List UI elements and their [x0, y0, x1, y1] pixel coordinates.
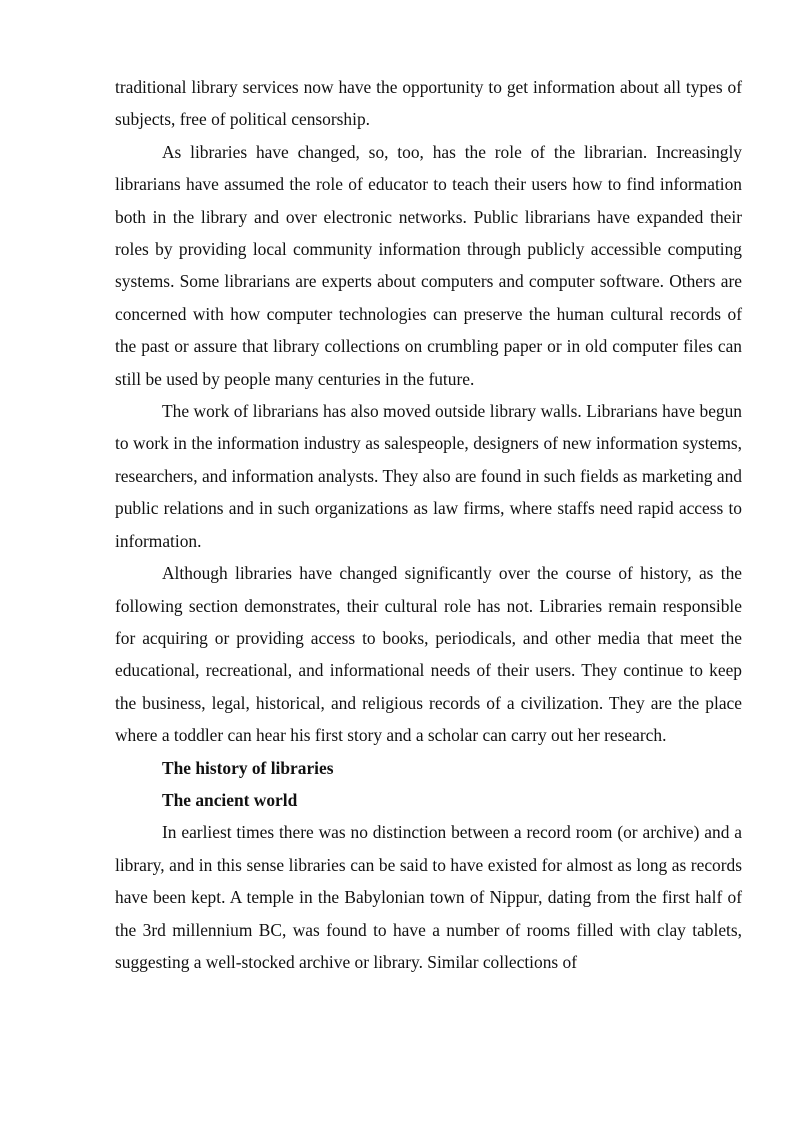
subsection-heading-ancient-world: The ancient world [162, 789, 298, 810]
paragraph-librarian-role: As libraries have changed, so, too, has the role of the librarian. Increasingly librarians have assumed the role of educator to teach their users how to find information both in the library and over electronic networks. Public librarians have expanded their roles by providing local community information through publicly accessible computing systems. Some librarians are experts about computers and computer software. Others are concerned with how computer technologies can preserve the human cultural records of the past or assure that library collections on crumbling paper or in old computer files can still be used by people many centuries in the future. [115, 141, 742, 389]
paragraph-earliest-times: In earliest times there was no distinction between a record room (or archive) and a library, and in this sense libraries can be said to have existed for almost as long as records have been kept. A temple in the Babylonian town of Nippur, dating from the first half of the 3rd millennium BC, was found to have a number of rooms filled with clay tablets, suggesting a well-stocked archive or library. Similar collections of [115, 822, 742, 972]
section-heading-history: The history of libraries [162, 757, 334, 778]
paragraph-cultural-role: Although libraries have changed significantly over the course of history, as the following section demonstrates, their cultural role has not. Libraries remain responsible for acquiring or providing access to books, periodicals, and other media that meet the educational, recreational, and informational needs of their users. They continue to keep the business, legal, historical, and religious records of a civilization. They are the place where a toddler can hear his first story and a scholar can carry out her research. [115, 563, 742, 746]
paragraph-outside-walls: The work of librarians has also moved outside library walls. Librarians have begun to work in the information industry as salespeople, designers of new information systems, researchers, and information analysts. They also are found in such fields as marketing and public relations and in such organizations as law firms, where staffs need rapid access to information. [115, 401, 742, 551]
document-body [115, 71, 742, 978]
paragraph-continued: traditional library services now have the opportunity to get information about all types of subjects, free of political censorship. [115, 77, 742, 130]
